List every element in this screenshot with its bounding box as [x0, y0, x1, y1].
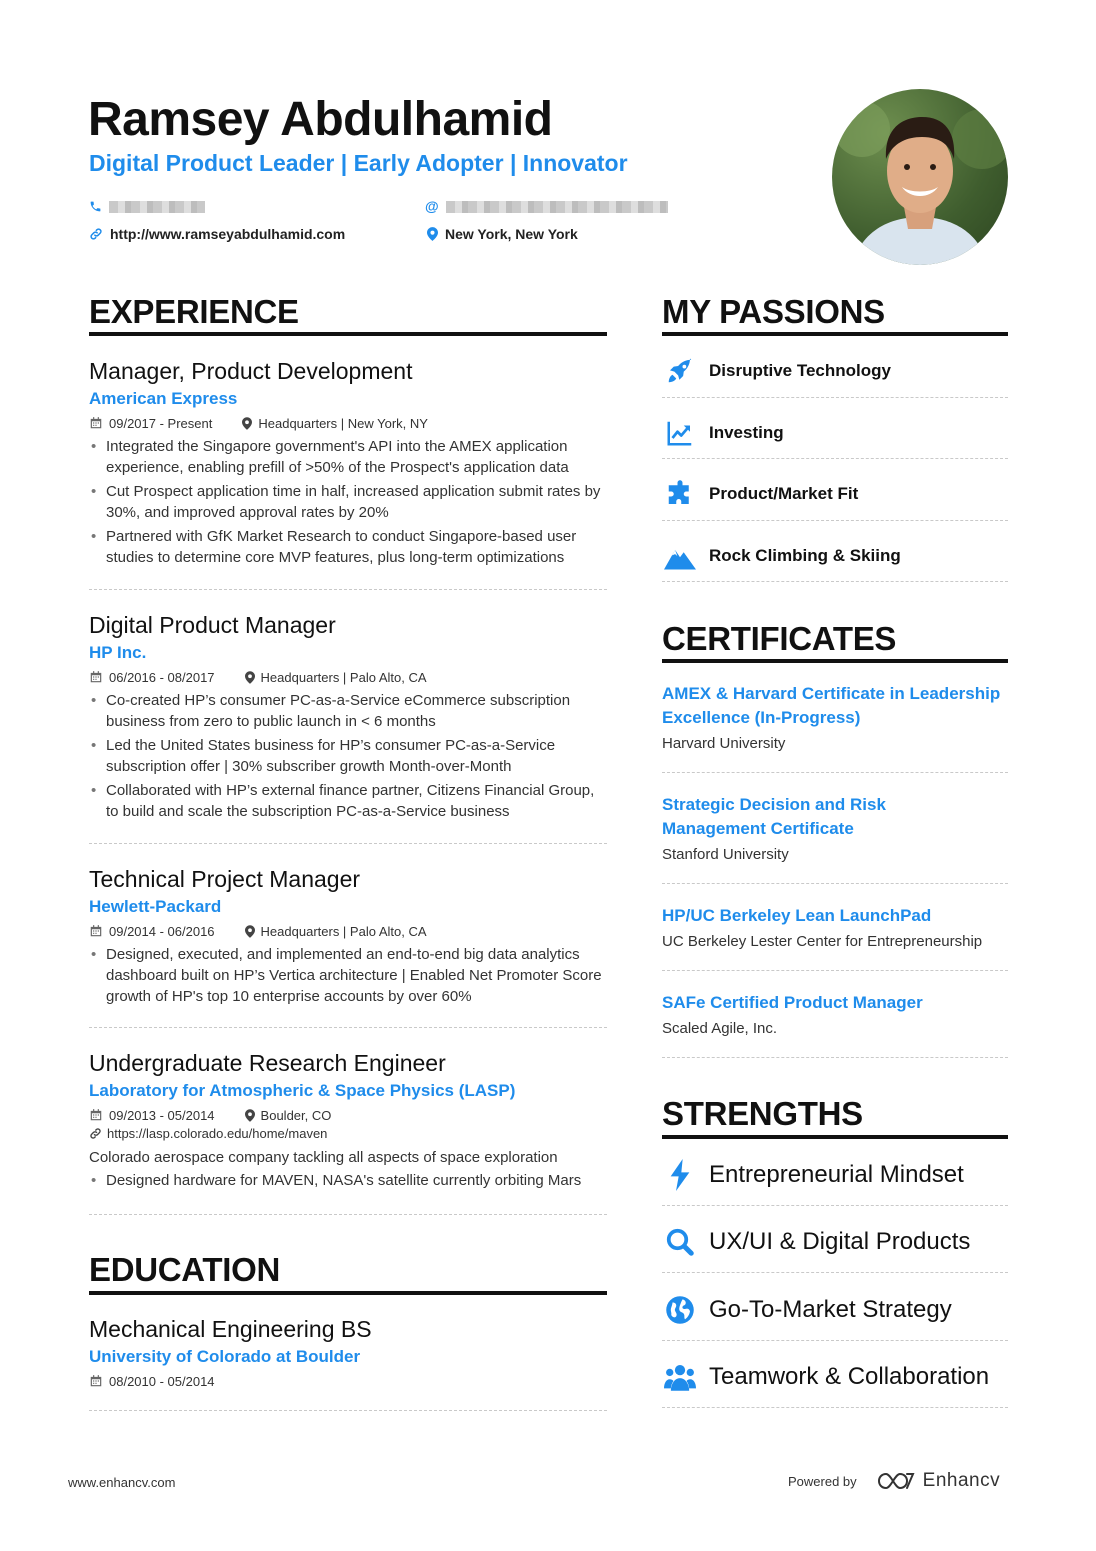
job-location: Boulder, CO — [260, 1107, 332, 1123]
strength-item — [662, 1290, 1008, 1330]
entry-separator — [89, 1214, 607, 1215]
job-bullets — [89, 1170, 607, 1191]
candidate-name: Ramsey Abdulhamid — [88, 93, 553, 146]
row-separator — [662, 520, 1008, 521]
job-company: Hewlett-Packard — [89, 897, 222, 916]
job-location: Headquarters | Palo Alto, CA — [260, 923, 427, 939]
job-entry — [89, 357, 607, 571]
job-entry — [89, 611, 607, 825]
job-dates: 09/2013 - 05/2014 — [109, 1107, 215, 1123]
bolt-icon — [662, 1157, 698, 1193]
degree-title: Mechanical Engineering BS — [89, 1316, 372, 1342]
passion-item — [662, 414, 1008, 452]
location-text: New York, New York — [445, 226, 578, 242]
entry-separator — [89, 1027, 607, 1028]
chart-line-icon — [662, 415, 698, 451]
row-separator — [662, 1057, 1008, 1058]
job-bullets — [89, 944, 607, 1007]
job-entry — [89, 1049, 607, 1194]
job-meta — [89, 922, 607, 940]
certificate-institution: UC Berkeley Lester Center for Entrepreneurship — [662, 933, 983, 950]
job-title: Technical Project Manager — [89, 866, 361, 892]
job-meta — [89, 668, 607, 686]
entry-separator — [89, 1410, 607, 1411]
passion-label: Rock Climbing & Skiing — [709, 546, 901, 565]
education-dates: 08/2010 - 05/2014 — [109, 1373, 215, 1389]
job-link-text[interactable]: https://lasp.colorado.edu/home/maven — [107, 1125, 328, 1141]
education-entry — [89, 1315, 607, 1390]
brand-name: Enhancv — [922, 1470, 1001, 1491]
mountain-icon — [662, 538, 698, 574]
job-title: Manager, Product Development — [89, 358, 413, 384]
row-separator — [662, 1340, 1008, 1341]
passion-item — [662, 537, 1008, 575]
row-separator — [662, 883, 1008, 884]
phone-contact — [89, 200, 205, 213]
strength-label: Teamwork & Collaboration — [709, 1363, 990, 1390]
strength-label: Go-To-Market Strategy — [709, 1296, 952, 1323]
phone-redacted — [109, 201, 205, 213]
certificate-title: AMEX & Harvard Certificate in Leadership Excellence (In-Progress) — [662, 684, 1001, 727]
calendar-icon — [89, 1374, 103, 1388]
powered-by-label: Powered by — [788, 1473, 857, 1489]
job-description: Colorado aerospace company tackling all aspects of space exploration — [89, 1149, 558, 1166]
passions-section-title: MY PASSIONS — [662, 293, 885, 330]
passion-item — [662, 475, 1008, 513]
certificate-entry — [662, 991, 1008, 1039]
link-icon — [89, 227, 103, 241]
job-location: Headquarters | Palo Alto, CA — [260, 669, 427, 685]
job-bullet: • Led the United States business for HP’s consumer PC-as-a-Service subscription offer | 30% subscriber growth Month-over-Month — [89, 735, 607, 777]
passions-divider — [662, 332, 1008, 336]
job-company: HP Inc. — [89, 643, 147, 662]
passion-label: Product/Market Fit — [709, 484, 859, 503]
calendar-icon — [89, 670, 103, 684]
profile-photo — [832, 89, 1008, 265]
job-location: Headquarters | New York, NY — [258, 415, 428, 431]
row-separator — [662, 581, 1008, 582]
map-pin-icon — [245, 1109, 255, 1122]
row-separator — [662, 1407, 1008, 1408]
certificate-institution: Harvard University — [662, 735, 786, 752]
link-icon — [89, 1127, 102, 1140]
row-separator — [662, 970, 1008, 971]
certificate-title: SAFe Certified Product Manager — [662, 993, 923, 1012]
job-title: Undergraduate Research Engineer — [89, 1050, 446, 1076]
job-title: Digital Product Manager — [89, 612, 336, 638]
entry-separator — [89, 843, 607, 844]
passion-item — [662, 352, 1008, 390]
education-section-title: EDUCATION — [89, 1251, 281, 1288]
entry-separator — [89, 589, 607, 590]
job-bullet: • Collaborated with HP’s external finance partner, Citizens Financial Group, to build and scale the subscription PC-as-a-Service business — [89, 780, 607, 822]
job-dates: 09/2014 - 06/2016 — [109, 923, 215, 939]
strengths-divider — [662, 1135, 1008, 1139]
phone-icon — [89, 200, 102, 213]
calendar-icon — [89, 924, 103, 938]
at-icon: @ — [425, 198, 439, 214]
footer-website[interactable]: www.enhancv.com — [68, 1475, 176, 1490]
job-bullets — [89, 436, 607, 568]
job-bullet: • Designed hardware for MAVEN, NASA's satellite currently orbiting Mars — [89, 1170, 607, 1191]
job-link[interactable] — [89, 1124, 607, 1142]
rocket-icon — [662, 353, 698, 389]
job-company: Laboratory for Atmospheric & Space Physics (LASP) — [89, 1081, 516, 1100]
row-separator — [662, 458, 1008, 459]
job-bullet: • Co-created HP’s consumer PC-as-a-Service eCommerce subscription business from zero to public launch in < 6 months — [89, 690, 607, 732]
brand-logo[interactable] — [877, 1470, 1000, 1492]
certificate-entry — [662, 793, 1008, 865]
job-entry — [89, 865, 607, 1010]
certificate-institution: Scaled Agile, Inc. — [662, 1020, 778, 1037]
job-dates: 09/2017 - Present — [109, 415, 213, 431]
website-text[interactable]: http://www.ramseyabdulhamid.com — [110, 226, 346, 242]
job-dates: 06/2016 - 08/2017 — [109, 669, 215, 685]
experience-divider — [89, 332, 607, 336]
job-bullet: • Partnered with GfK Market Research to conduct Singapore-based user studies to determine core MVP features, plus long-term optimizations — [89, 526, 607, 568]
job-bullet: • Integrated the Singapore government's API into the AMEX application experience, enabling prefill of >50% of the Prospect's application data — [89, 436, 607, 478]
job-bullet: • Cut Prospect application time in half, increased application submit rates by 30%, and improved approval rates by 20% — [89, 481, 607, 523]
candidate-tagline: Digital Product Leader | Early Adopter | Innovator — [89, 150, 628, 176]
certificates-divider — [662, 659, 1008, 663]
row-separator — [662, 772, 1008, 773]
job-bullet: • Designed, executed, and implemented an end-to-end big data analytics dashboard built on HP’s Vertica architecture | Enabled Net Promoter Score growth of HP's top 10 enterprise accounts by over 60% — [89, 944, 607, 1007]
calendar-icon — [89, 416, 103, 430]
row-separator — [662, 1205, 1008, 1206]
enhancv-logo-icon — [877, 1471, 915, 1491]
users-icon — [662, 1359, 698, 1395]
strength-item — [662, 1357, 1008, 1397]
experience-section-title: EXPERIENCE — [89, 293, 299, 330]
education-divider — [89, 1291, 607, 1295]
calendar-icon — [89, 1108, 103, 1122]
strength-label: UX/UI & Digital Products — [709, 1228, 971, 1255]
certificate-title: Strategic Decision and Risk Management Certificate — [662, 795, 886, 838]
row-separator — [662, 397, 1008, 398]
location-contact — [427, 226, 578, 242]
strength-item — [662, 1155, 1008, 1195]
certificate-entry — [662, 904, 1008, 952]
strengths-section-title: STRENGTHS — [662, 1095, 863, 1132]
passion-label: Investing — [709, 423, 784, 442]
footer-branding — [788, 1470, 1000, 1492]
globe-icon — [662, 1292, 698, 1328]
passion-label: Disruptive Technology — [709, 361, 891, 380]
puzzle-icon — [662, 476, 698, 512]
map-pin-icon — [242, 417, 252, 430]
job-meta — [89, 1106, 607, 1124]
map-pin-icon — [427, 227, 438, 241]
certificates-section-title: CERTIFICATES — [662, 620, 897, 657]
email-contact — [425, 200, 668, 213]
profile-portrait — [832, 89, 1008, 265]
job-bullets — [89, 690, 607, 822]
job-company: American Express — [89, 389, 238, 408]
map-pin-icon — [245, 925, 255, 938]
strength-label: Entrepreneurial Mindset — [709, 1161, 964, 1188]
map-pin-icon — [245, 671, 255, 684]
job-meta — [89, 414, 607, 432]
certificate-title: HP/UC Berkeley Lean LaunchPad — [662, 906, 932, 925]
certificate-entry — [662, 682, 1008, 754]
certificate-institution: Stanford University — [662, 846, 789, 863]
website-contact[interactable] — [89, 226, 345, 242]
education-meta — [89, 1372, 607, 1390]
email-redacted — [446, 201, 668, 213]
search-icon — [662, 1224, 698, 1260]
row-separator — [662, 1272, 1008, 1273]
school-name: University of Colorado at Boulder — [89, 1347, 361, 1366]
strength-item — [662, 1222, 1008, 1262]
